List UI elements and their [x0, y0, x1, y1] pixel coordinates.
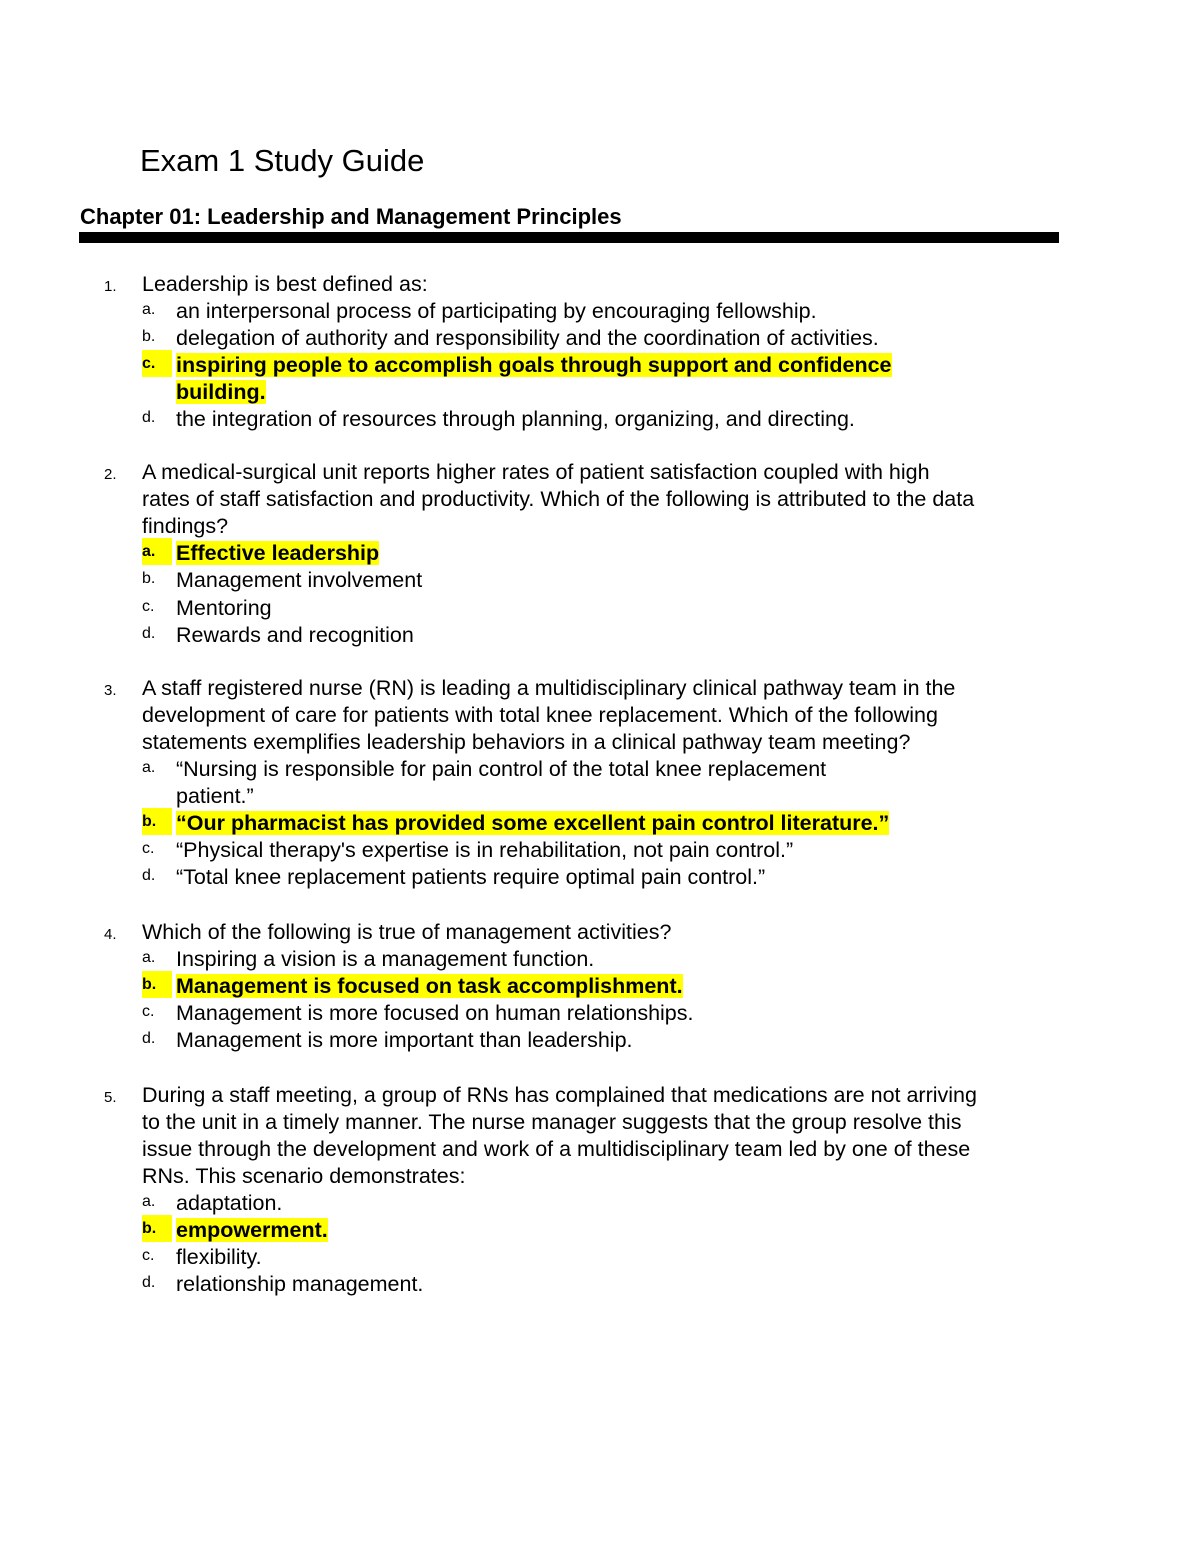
option-letter: b. — [142, 971, 172, 998]
chapter-heading: Chapter 01: Leadership and Management Principles — [80, 204, 622, 229]
option-text: Inspiring a vision is a management function. — [176, 947, 595, 971]
option-letter: a. — [142, 759, 156, 776]
option-letter: a. — [142, 538, 172, 565]
option-letter: b. — [142, 328, 156, 345]
option-letter: a. — [142, 949, 156, 966]
option-text: delegation of authority and responsibility and the coordination of activities. — [176, 326, 879, 350]
option-letter: d. — [142, 1030, 156, 1047]
option-letter: c. — [142, 840, 155, 857]
option-text: Rewards and recognition — [176, 623, 414, 647]
question-number: 3. — [104, 682, 117, 699]
option-letter: b. — [142, 570, 156, 587]
heading-rule — [79, 232, 1059, 243]
option-text: “Total knee replacement patients require optimal pain control.” — [176, 865, 766, 889]
option-letter: d. — [142, 1274, 156, 1291]
option-letter: d. — [142, 625, 156, 642]
question-text: A medical-surgical unit reports higher rates of patient satisfaction coupled with high rates of staff satisfaction and productivity. Which of the following is attributed to the data findings? — [142, 460, 975, 538]
option-text: “Physical therapy's expertise is in rehabilitation, not pain control.” — [176, 838, 794, 862]
answer-highlight: empowerment. — [176, 1218, 328, 1242]
question-number: 5. — [104, 1089, 117, 1106]
option-text: adaptation. — [176, 1191, 283, 1215]
option-letter: c. — [142, 350, 172, 377]
option-letter: b. — [142, 808, 172, 835]
answer-highlight: Management is focused on task accomplishment. — [176, 974, 683, 998]
option-text: Mentoring — [176, 596, 272, 620]
document-title: Exam 1 Study Guide — [140, 143, 425, 178]
option-letter: d. — [142, 409, 156, 426]
answer-highlight: inspiring people to accomplish goals through support and confidence — [176, 353, 892, 377]
option-text: “Nursing is responsible for pain control of the total knee replacement patient.” — [176, 757, 827, 808]
option-text — [176, 973, 1006, 1000]
option-text: Management is more important than leadership. — [176, 1028, 633, 1052]
option-text: the integration of resources through planning, organizing, and directing. — [176, 407, 855, 431]
question-text: During a staff meeting, a group of RNs has complained that medications are not arriving to the unit in a timely manner. The nurse manager suggests that the group resolve this issue through the development and work of a multidisciplinary team led by one of these RNs. This scenario demonstrates: — [142, 1083, 977, 1188]
question-text: Leadership is best defined as: — [142, 272, 428, 296]
option-text — [176, 810, 1006, 837]
answer-highlight: Effective leadership — [176, 541, 380, 565]
option-text: Management is more focused on human relationships. — [176, 1001, 694, 1025]
option-letter: c. — [142, 598, 155, 615]
option-text: relationship management. — [176, 1272, 424, 1296]
answer-highlight: building. — [176, 380, 266, 404]
question-number: 4. — [104, 926, 117, 943]
option-letter: c. — [142, 1247, 155, 1264]
option-text — [176, 352, 1006, 406]
option-text — [176, 540, 1006, 567]
question-text: Which of the following is true of management activities? — [142, 920, 672, 944]
option-letter: b. — [142, 1215, 172, 1242]
option-text — [176, 1217, 1006, 1244]
option-text: Management involvement — [176, 568, 423, 592]
option-letter: c. — [142, 1003, 155, 1020]
option-text: flexibility. — [176, 1245, 262, 1269]
question-text: A staff registered nurse (RN) is leading a multidisciplinary clinical pathway team in the development of care for patients with total knee replacement. Which of the following statements exemplifies leadership behaviors in a clinical pathway team meeting? — [142, 676, 956, 754]
answer-highlight: “Our pharmacist has provided some excellent pain control literature.” — [176, 811, 890, 835]
option-letter: a. — [142, 301, 156, 318]
option-letter: d. — [142, 867, 156, 884]
question-number: 2. — [104, 466, 117, 483]
option-text: an interpersonal process of participating by encouraging fellowship. — [176, 299, 817, 323]
question-number: 1. — [104, 278, 117, 295]
option-letter: a. — [142, 1193, 156, 1210]
